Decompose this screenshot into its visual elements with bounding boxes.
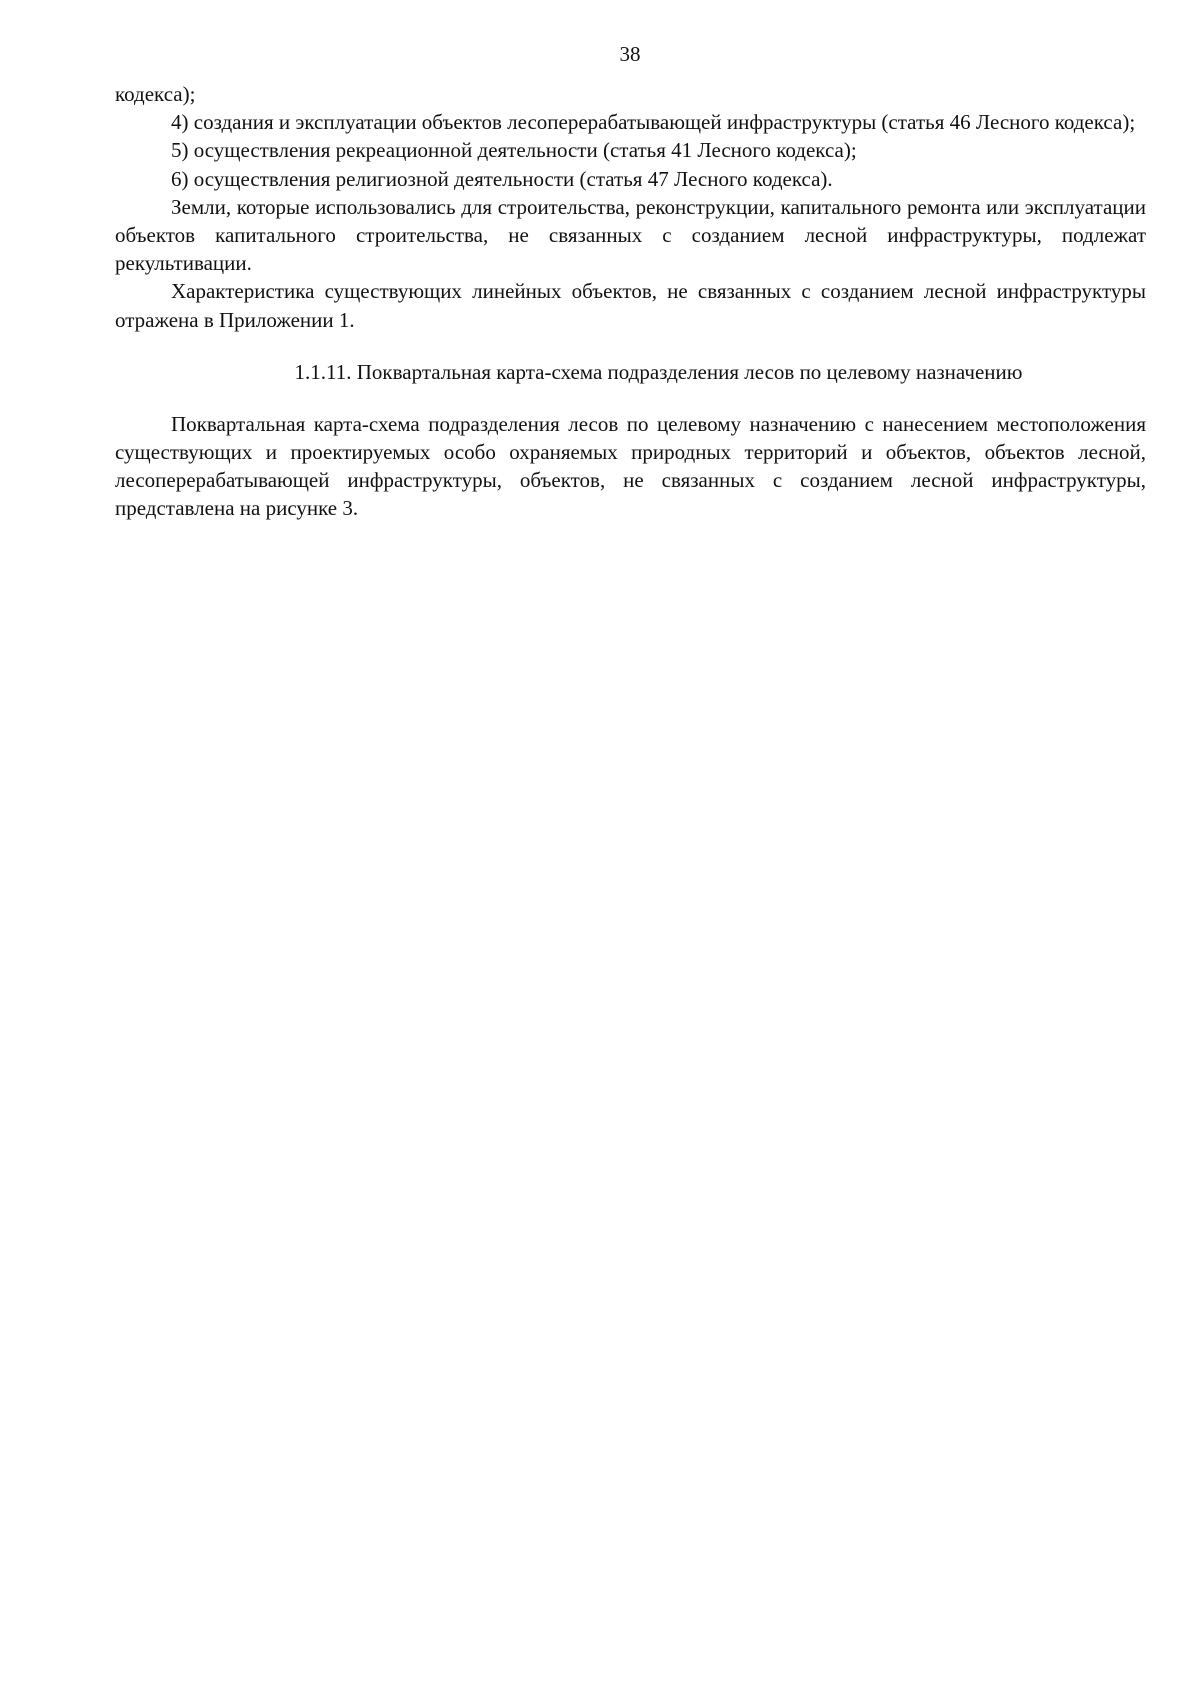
section-heading: 1.1.11. Поквартальная карта-схема подразделения лесов по целевому назначению — [294, 359, 1023, 384]
page-number: 38 — [619, 42, 641, 66]
paragraph: Характеристика существующих линейных объектов, не связанных с созданием лесной инфраструктуры отражена в Приложении 1. — [115, 279, 1146, 332]
paragraph: Поквартальная карта-схема подразделения лесов по целевому назначению с нанесением местоположения существующих и проектируемых особо охраняемых природных территорий и объектов, объектов лесной, лесоперерабатывающей инфраструктуры, объектов, не связанных с созданием лесной инфраструктуры, представлена на рисунке 3. — [115, 411, 1146, 521]
paragraph: Земли, которые использовались для строительства, реконструкции, капитального ремонта или эксплуатации объектов капитального строительства, не связанных с созданием лесной инфраструктуры, подлежат рекультивации. — [115, 194, 1146, 276]
paragraph: кодекса); — [115, 82, 196, 106]
paragraph: 5) осуществления рекреационной деятельности (статья 41 Лесного кодекса); — [171, 138, 857, 163]
document-body — [115, 80, 1146, 523]
paragraph: 4) создания и эксплуатации объектов лесоперерабатывающей инфраструктуры (статья 46 Лесного кодекса); — [171, 110, 1136, 135]
paragraph: 6) осуществления религиозной деятельности (статья 47 Лесного кодекса). — [171, 166, 833, 191]
